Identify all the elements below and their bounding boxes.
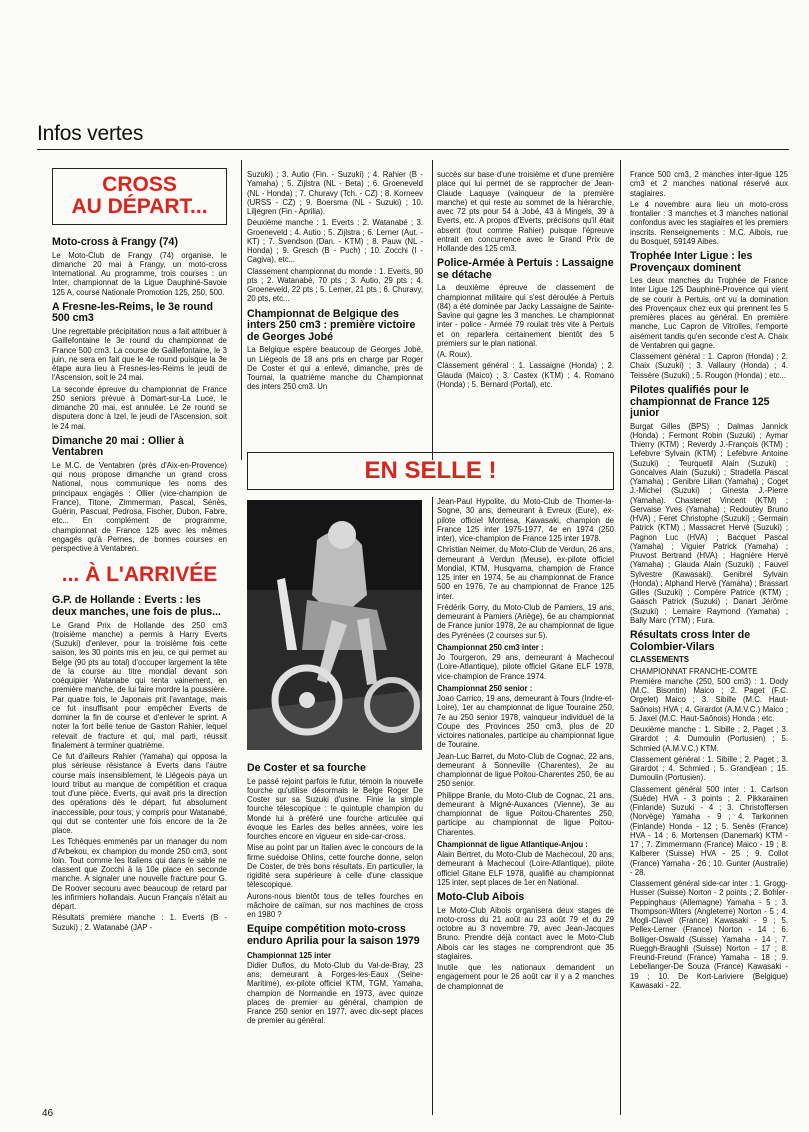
en-selle-banner: EN SELLE ! [247,452,614,490]
article-text: Le M.C. de Ventabren (près d'Aix-en-Provence) qui nous propose dimanche un grand cross National, nous communique les noms des principaux engagés : Ollier (vice-champion de France), Titone, Zimmerman, Pascal, Sénès, Guérin, Pascual, Pedrosa, Fischer, Dubon, Fabre, etc... En complément de programme, championnat de France 125 avec les mêmes engagés qu'à Pernes, de bonnes courses en perspective à Ventabren. [52,460,227,554]
article-title: Dimanche 20 mai : Ollier à Ventabren [52,434,184,459]
article-text: Une regrettable précipitation nous a fait attribuer à Gaillefontaine le 3e round du championnat de France 500 cm3. La course de Gaillefontaine, le 3 juin, ne sera en fait que le 4e round puisque la 3e étape aura lieu à Fresnes-les-Reims le jeudi de l'Ascension, soit le 24 mai. [52,327,227,383]
column-2-bottom [247,758,423,1118]
cross-depart-title [52,168,227,225]
column-divider [241,160,242,460]
cross-title-line-1: CROSS [102,173,177,196]
header-rule [37,149,789,150]
article-title: Equipe compétition moto-cross enduro Aprilia pour la saison 1979 [247,923,420,947]
article-text: Didier Duflos, du Moto-Club du Val-de-Bray, 23 ans, demeurant à Forges-les-Eaux (Seine-Maritime), ex-pilote officiel KTM, TGM, Yamaha, champion de Normandie en 1973, avec quinze places de premier au général, champion de France 250 senior en 1977, avec dix-sept places de premier au général. [247,960,423,1026]
article-text: Jo Tourgeron, 29 ans, demeurant à Machecoul (Loire-Atlantique), pilote officiel Gitane ELF 1978, vice-champion de France 1974. [437,653,614,681]
results-text: Classement général : 1. Lassaigne (Honda) ; 2. Glauda (Maico) ; 3. Castex (KTM) ; 4. Romano (Honda) ; 5. Bernard (Portal), etc. [437,361,614,389]
championnat-label: CHAMPIONNAT FRANCHE-COMTE [630,666,758,676]
article-title: Police-Armée à Pertuis : Lassaigne se détache [437,257,614,281]
column-1 [52,168,227,1115]
article-text: La deuxième épreuve de classement de championnat militaire qui s'est déroulée à Pertuis (84) a été dominée par Jacky Lassaigne de Sainte-Savine qui gagne les 3 manches. Le championnat inter - police - Armée 79 roulait très vite à Pertuis et on reparlera certainement bientôt des 5 premiers sur le plan national. [437,283,614,348]
results-text: Deuxième manche : 1. Everts ; 2. Watanabé ; 3. Groeneveld ; 4. Autio ; 5. Zijlstra ; 6. Lerner (Aut. - KT) ; 7. Svendson (Dan. - KTM) ; 8. Pauw (NL - Honda) ; 9. Gresch (B - Puch) ; 10. Zocchi (I - Cagiva), etc... [247,218,423,265]
article-subhead: Championnat de ligue Atlantique-Anjou : [437,839,588,849]
article-text: Christian Neimer, du Moto-Club de Verdun, 26 ans, demeurant à Verdun (Meuse), ex-pilote officiel Mondial, KTM, Husqvarna, champion de France 125 inter en 1974, 5e au championnat de France 500 en 1976, 7e au championnat de France 125 inter. [437,545,614,601]
article-title: G.P. de Hollande : Everts : les deux manches, une fois de plus... [52,594,221,619]
column-3-bottom [437,497,614,1117]
results-text: Classement championnat du monde : 1. Everts, 90 pts ; 2. Watanabé, 70 pts ; 3. Autio, 29 pts ; 4. Groeneveld, 22 pts ; 5. Lerner, 21 pts ; 6. Churavy, 20 pts, etc... [247,266,423,304]
section-header: Infos vertes [37,122,144,145]
column-divider [432,160,433,460]
column-4 [630,170,788,1115]
results-text: Classement général 500 inter : 1. Carlson (Suède) HVA - 3 points ; 2. Pikkarainen (Finlande) Suzuki - 4 ; 3. Christoffersen (Norvège) Yamaha - 9 ; 4. Tarkonnen (Finlande) Honda - 12 ; 5. Senès (France) HVA - 14 ; 6. Mortensen (Danemark) KTM - 17 ; 7. Zimmermann (France) Maico - 19 ; 8. Kalberer (Suisse) HVA - 25 ; 9. Collot (France) Yamaha - 26 ; 10. Gunter (Australie) - 28. [630,784,788,877]
article-title: A Fresne-les-Reims, le 3e round 500 cm3 [52,300,213,325]
article-text: Alain Bertret, du Moto-Club de Machecoul, 20 ans, demeurant à Machecoul (Loire-Atlantique), pilote officiel Gitane ELF 1978, qualifié au championnat 125 inter, sept places de 1er en National. [437,850,614,887]
article-text: Frédérik Gorry, du Moto-Club de Pamiers, 19 ans, demeurant à Pamiers (Ariège), 6e au championnat de France junior 1978, 2e au championnat de ligue des Pyrénées (2 courses sur 5). [437,602,614,640]
article-text: France 500 cm3, 2 manches inter-ligue 125 cm3 et 2 manches national réservé aux stagiaires. [630,170,788,198]
page-number: 46 [42,1108,54,1119]
article-text: Aurons-nous bientôt tous de telles fourches en mâchoire de caïman, sur nos machines de cross en 1980 ? [247,891,423,920]
results-text: Classement général : 1. Capron (Honda) ; 2. Chaix (Suzuki) ; 3. Vallaury (Honda) ; 4. Teissère (Suzuki) ; 5. Rougon (Honda) ; etc... [630,352,788,380]
results-text: Classement général : 1. Sibille ; 2. Paget ; 3. Girardot ; 4. Schmied ; 5. Grandjean ; 15. Dumoulin (Portusien). [630,754,788,783]
motocross-photo [247,500,422,750]
article-text: succès sur base d'une troisième et d'une première place qui lui permet de se rapprocher de Jean-Claude Laquaye (vainqueur de la première manche) et qui reste au sommet de la hiérarchie, avec 72 pts pour 54 à Jobé, 43 à Mingels, 39 à Everts, etc. A propos d'Everts, précisons qu'il était absent (tout comme Rahier) puisque l'épreuve entrait en concurrence avec le Grand Prix de Hollande des 125 cm3. [437,170,614,253]
article-text: Ce fut d'ailleurs Rahier (Yamaha) qui opposa la plus sérieuse résistance à Everts dans l'autre course mais insensiblement, le Liégeois paya un lourd tribut au manque de compétition et craqua tout d'une pièce. Everts, qui avait pris la direction des opérations dès le départ, fut absolument inaccessible, pour tous, y compris pour Watanabé, qui dut se contenter une fois encore de la 2e place. [52,752,227,836]
results-text: Classement général side-car inter : 1. Grogg-Husser (Suisse) Norton - 2 points ; 2. Bohler-Peppinghaus (Allemagne) Yamaha - 5 ; 3. Thompson-Witers (Angleterre) Norton - 5 ; 4. Mogli-Clavel (France) Kawasaki - 9 ; 5. Pellex-Lerner (France) Norton - 14 ; 6. Bolliger-Oswald (Suisse) Yamaha - 14 ; 7. Rueggh-Braughli (Suisse) Norton - 17 ; 8. Freund-Freund (France) Yamaha - 18 ; 9. Lebellanger-De Souza (France) Kawasaki - 19 ; 10. De Kort-Lariviere (Belgique) Kawasaki - 22. [630,879,788,990]
column-2-top [247,170,423,445]
article-title: Moto-cross à Frangy (74) [52,236,178,248]
article-subhead: Championnat 250 senior : [437,683,533,693]
arrivee-title: ... À L'ARRIVÉE [61,563,218,587]
article-text: Le 4 novembre aura lieu un moto-cross frontalier : 3 manches et 3 manches national confondus avec les stagiaires et les premiers inscrits. Renseignements : M.C. Aibois, rue du Bosquet, 59149 Aibes. [630,199,788,246]
article-text: Joao Carrico, 19 ans, demeurant à Tours (Indre-et-Loire), 1er au championnat de ligue Touraine 250, 7e au 250 senior 1978, vainqueur individuel de la Coupe des Provinces 250 cm3, plus de 20 victoires nationales, participe au championnat ligue de Touraine. [437,694,614,750]
article-title: Moto-Club Aibois [437,891,525,903]
article-text: Inutile que les nationaux demandent un engagement pour le 26 août car il y a 2 manches de championnat de [437,963,614,991]
article-subhead: Championnat 250 cm3 inter : [437,642,544,652]
article-text: La Belgique espère beaucoup de Georges Jobé, un Liégeois de 18 ans pris en charge par Roger De Coster et qui a enlevé, dimanche, près de Tournai, la quatrième manche du Championnat des inters 250 cm3. Un [247,345,423,392]
article-text: Burgat Gilles (BPS) ; Dalmas Jannick (Honda) ; Fermont Robin (Suzuki) ; Aymar Thierry (KTM) ; Reverdy J.-François (KTM) ; Lefebvre Sylvain (KTM) ; Lefebvre Antoine (Suzuki) ; Teurquetil Alain (Suzuki) ; Goncalves Alain (Suzuki) ; Stradella Pascal (Yamaha) ; Genibre Lilian (Yamaha) ; Coget J.-Michel (Suzuki) ; Ginesta J.-Pierre (Yamaha). Chastenet Vincent (KTM) ; Gervaise Yves (Yamaha) ; Redoutey Bruno (HVA) ; Feret Christophe (Suzuki) ; Germain Patrick (KTM) ; Massacret Hervé (Suzuki) ; Pagnon Luc (HVA) ; Bacquet Pascal (Yamaha) ; Viguier Patrick (Yamaha) ; Pruvost Bertrand (HVA) ; Hagnière Hervé (Yamaha) ; Glauda Alain (Suzuki) ; Fauvel Sylvestre (Kawasaki). Genibrel Sylvain (Honda) ; Alphand Hervé (Yamaha) ; Brassart Gilles (Suzuki) ; Compère Patrice (KTM) ; Gaasch Patrick (Suzuki) ; Danart Jérôme (Suzuki) ; Lemaire Raymond (Yamaha) ; Bally Marc (YTM) ; Fura. [630,421,788,625]
article-title: Trophée Inter Ligue : les Provençaux dominent [630,250,753,274]
article-title: Résultats cross Inter de Colombier-Vilars [630,629,751,653]
article-text: Le Grand Prix de Hollande des 250 cm3 (troisième manche) a permis à Harry Everts (Suzuki) d'enlever, pour la troisième fois cette saison, les 30 points mis en jeu, ce qui permet au Belge (90 pts au total) d'occuper largement la tête de la course au titre mondial devant son coéquipier Watanabe qui tenta vainement, en première manche, de lui faire mordre la poussière. Par quatre fois, le Japonais prit l'avantage, mais ce fut insuffisant pour empêcher Everts de dominer la fin de course et d'enlever le sprint. A noter la fort belle tenue de Gaston Rahier, lequel relevait de fracture et qui, mal parti, réussit finalement à terminer quatrième. [52,620,227,750]
results-text: Résultats première manche : 1. Everts (B - Suzuki) ; 2. Watanabé (JAP - [52,913,227,932]
results-text: Première manche (250, 500 cm3) : 1. Dody (M.C. Bisontin) Maico ; 2. Paget (F.C. Orgelet) Maico ; 3. Sibille (M.C. Haut-Saônois) HVA ; 4. Girardot (A.M.V.C.) Maico ; 5. Jaxel (M.C. Haut-Saônois) Honda ; etc. [630,676,788,723]
column-divider [620,160,621,1115]
article-subhead: Championnat 125 inter [247,950,332,960]
column-3-top [437,170,614,445]
article-text: Les Tchèques emmenés par un manager du nom d'Arbekou, ex champion du monde 250 cm3, sont loin. Tout comme les Italiens qui dans le sable ne classent que Zocchi à la 10e place en seconde manche. A signaler une nouvelle fracture pour G. De Roover secouru avec beaucoup de retard par les infirmiers hollandais. Aucun Français n'était au départ. [52,837,227,912]
cross-title-line-2: AU DÉPART... [71,195,208,218]
column-divider [432,497,433,1115]
article-title: Championnat de Belgique des inters 250 cm3 : première victoire de Georges Jobé [247,307,416,343]
article-text: Mise au point par un Italien avec le concours de la firme suédoise Ohlins, cette fourche donne, selon De Coster, de très bons résultats. En particulier, la rigidité sera supérieure à celle d'une classique télescopique. [247,843,423,890]
article-text: Le Moto-Club de Frangy (74) organise, le dimanche 20 mai à Frangy, un moto-cross International. Au programme, trois courses : un Inter, championnat de la Ligue Dauphiné-Savoie 125 A, course Nationale Promotion 125, 250, 500. [52,250,227,297]
article-text: Le passé rejoint parfois le futur, témoin la nouvelle fourche qu'utilise désormais le Belge Roger De Coster sur sa Suzuki d'usine. Finie la simple fourche télescopique : le quintuple champion du Monde lui à préféré une fourche articulée qui évoque les Earles des belles années, voire les fourches encore en vigueur en side-car-cross. [247,776,423,842]
article-text: Les deux manches du Trophée de France Inter Ligue 125 Dauphiné-Provence qui vient de se courir à Pertuis, ont vu la domination des Provençaux chez eux qui prennent les 5 premières places au général. En première manche, Luc Capron de Vitrolles, l'emporte aisément tandis qu'en seconde c'est A. Chaix de Ventabren qui gagne. [630,276,788,350]
photo-caption: De Coster et sa fourche [247,762,366,774]
motocross-photo-graphic [247,500,422,750]
article-text: Philippe Branle, du Moto-Club de Cognac, 21 ans, demeurant à Migné-Auxances (Vienne), 3e au championnat de ligue Poitou-Charentes 250, participe au championnat de ligue Poitou-Charentes. [437,790,614,837]
article-signature: (A. Roux). [437,350,473,360]
article-title: Pilotes qualifiés pour le championnat de France 125 junior [630,383,770,420]
article-text: Jean-Luc Barret, du Moto-Club de Cognac, 22 ans, demeurant à Sonneville (Charentes), 2e au championnat de ligue Poitou-Charentes 250, 6e au 250 senior. [437,751,614,789]
article-text: Le Moto-Club Aibois organisera deux stages de moto-cross du 21 août au 23 août 79 et du 29 octobre au 3 novembre 79, avec Jean-Jacques Bruno. Prendre déjà contact avec le Moto-Club Aibois car les stages ne comprendront que 35 stagiaires. [437,905,614,961]
article-text: La seconde épreuve du championnat de France 250 seniors prévue à Domart-sur-La Luce, le dimanche 20 mai, est annulée. Le 2e round se disputera donc à Izel, le jeudi de l'Ascension, soit le 24 mai. [52,384,227,431]
results-text: Suzuki) ; 3. Autio (Fin. - Suzuki) ; 4. Rahier (B - Yamaha) ; 5. Zijlstra (NL - Beta) ; 6. Groeneveld (NL - Honda) ; 7. Churavy (Tch. - CZ) ; 8. Korneev (URSS - CZ) ; 9. Boersma (NL - Suzuki) ; 10. Liljegren (Fin - Aprilia). [247,170,423,216]
article-text: Jean-Paul Hypolite, du Moto-Club de Thomer-la-Sogne, 30 ans, demeurant à Evreux (Eure), ex-pilote officiel Montesa, Kawasaki, champion de France 125 inter 1975-1977, 4e en 1974 (250 inter), vice-champion de France 125 inter 1978. [437,497,614,543]
classements-label: CLASSEMENTS [630,655,689,665]
results-text: Deuxième manche : 1. Sibille ; 2. Paget ; 3. Girardot ; 4. Dumoulin (Portusien) ; 5. Schmied (A.M.V.C.) KTM. [630,725,788,753]
